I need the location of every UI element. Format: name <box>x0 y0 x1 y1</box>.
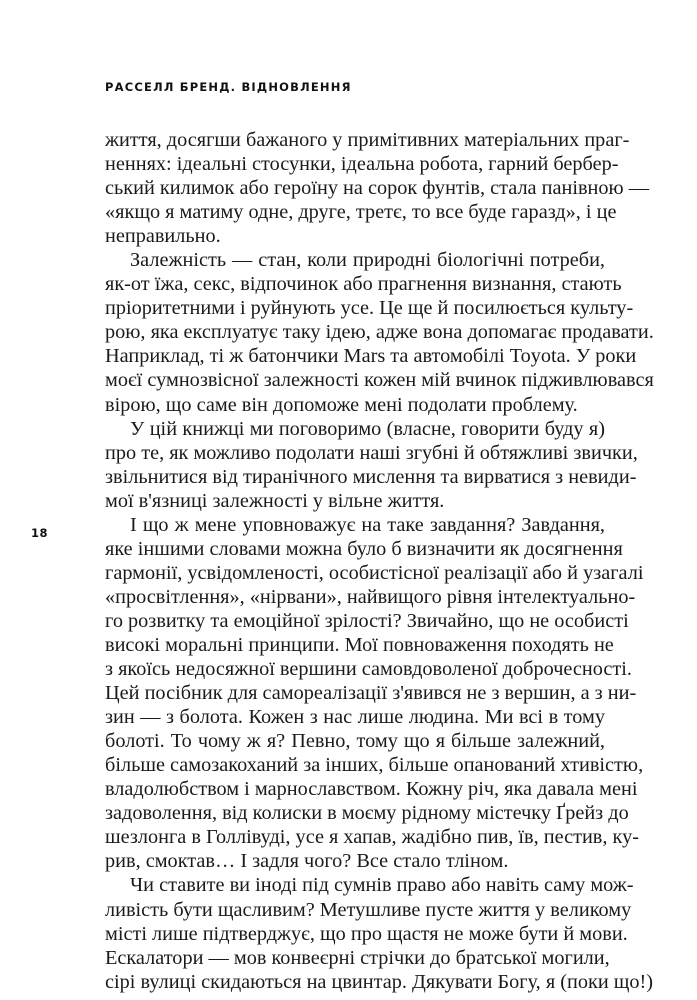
text-line: зин — з болота. Кожен з нас лише людина. Ми всі в тому <box>105 706 605 729</box>
text-line: ливість бути щасливим? Метушливе пусте життя у великому <box>105 898 632 921</box>
text-line: більше самозакоханий за інших, більше опанований хтивістю, <box>105 754 644 777</box>
paragraph <box>105 513 644 874</box>
text-line: ський килимок або героїну на сорок фунтів, стала панівною — <box>105 177 650 200</box>
text-line: Чи ставите ви іноді під сумнів право або навіть саму мож- <box>130 874 634 897</box>
text-line: шезлонга в Голлівуді, усе я хапав, жадібно пив, їв, пестив, ку- <box>105 826 639 849</box>
text-line: І що ж мене уповноважує на таке завдання? Завдання, <box>130 513 605 536</box>
text-line: яке іншими словами можна було б визначити як досягнення <box>105 537 623 560</box>
text-line: У цій книжці ми поговоримо (власне, говорити буду я) <box>130 417 605 440</box>
text-line: мої в'язниці залежності у вільне життя. <box>105 489 445 512</box>
text-line: «просвітлення», «нірвани», найвищого рівня інтелектуально- <box>105 585 636 608</box>
text-line: го розвитку та емоційної зрілості? Звичайно, що не особисті <box>105 609 629 632</box>
text-line: неннях: ідеальні стосунки, ідеальна робота, гарний бербер- <box>105 153 619 176</box>
paragraph <box>105 417 638 513</box>
text-line: як-от їжа, секс, відпочинок або прагнення визнання, стають <box>105 273 622 296</box>
text-line: моєї сумнозвісної залежності кожен мій вчинок підживлювався <box>105 369 654 392</box>
page-number: 18 <box>31 526 49 540</box>
text-line: про те, як можливо подолати наші згубні й обтяжливі звички, <box>105 441 638 464</box>
text-line: сірі вулиці скидаються на цвинтар. Дякувати Богу, я (поки що!) <box>105 970 654 993</box>
text-line: життя, досягши бажаного у примітивних матеріальних праг- <box>105 129 630 151</box>
text-line: місті лише підтверджує, що про щастя не може бути й мови. <box>105 922 628 945</box>
text-line: високі моральні принципи. Мої повноваження походять не <box>105 633 614 656</box>
paragraph <box>105 248 654 416</box>
text-line: Наприклад, ті ж батончики Mars та автомобілі Toyota. У роки <box>105 345 637 368</box>
paragraph <box>105 873 654 993</box>
text-line: болоті. То чому ж я? Певно, тому що я більше залежний, <box>105 730 605 753</box>
text-line: рою, яка експлуатує таку ідею, адже вона допомагає продавати. <box>105 321 654 344</box>
text-line: вірою, що саме він допоможе мені подолати проблему. <box>105 393 578 416</box>
text-line: пріоритетними і руйнують усе. Це ще й посилюється культу- <box>105 297 634 320</box>
text-line: неправильно. <box>105 225 221 248</box>
text-line: задоволення, від колиски в моєму рідному містечку Ґрейз до <box>105 802 629 825</box>
text-line: «якщо я матиму одне, друге, третє, то все буде гаразд», і це <box>105 201 617 224</box>
text-line: гармонії, усвідомленості, особистісної реалізації або й узагалі <box>105 561 644 584</box>
text-line: з якоїсь недосяжної вершини самовдоволеної доброчесності. <box>105 658 632 681</box>
text-line: Залежність — стан, коли природні біологічні потреби, <box>130 249 605 272</box>
body-text <box>105 128 654 994</box>
text-line: звільнитися від тиранічного мислення та вирватися з невиди- <box>105 465 637 488</box>
text-line: Ескалатори — мов конвеєрні стрічки до братської могили, <box>105 946 610 969</box>
text-line: Цей посібник для самореалізації з'явився не з вершин, а з ни- <box>105 682 637 705</box>
running-head: РАССЕЛЛ БРЕНД. ВІДНОВЛЕННЯ <box>105 80 352 94</box>
text-line: рив, смоктав… І задля чого? Все стало тліном. <box>105 850 509 873</box>
text-line: владолюбством і марнославством. Кожну річ, яка давала мені <box>105 778 638 801</box>
paragraph <box>105 128 650 248</box>
